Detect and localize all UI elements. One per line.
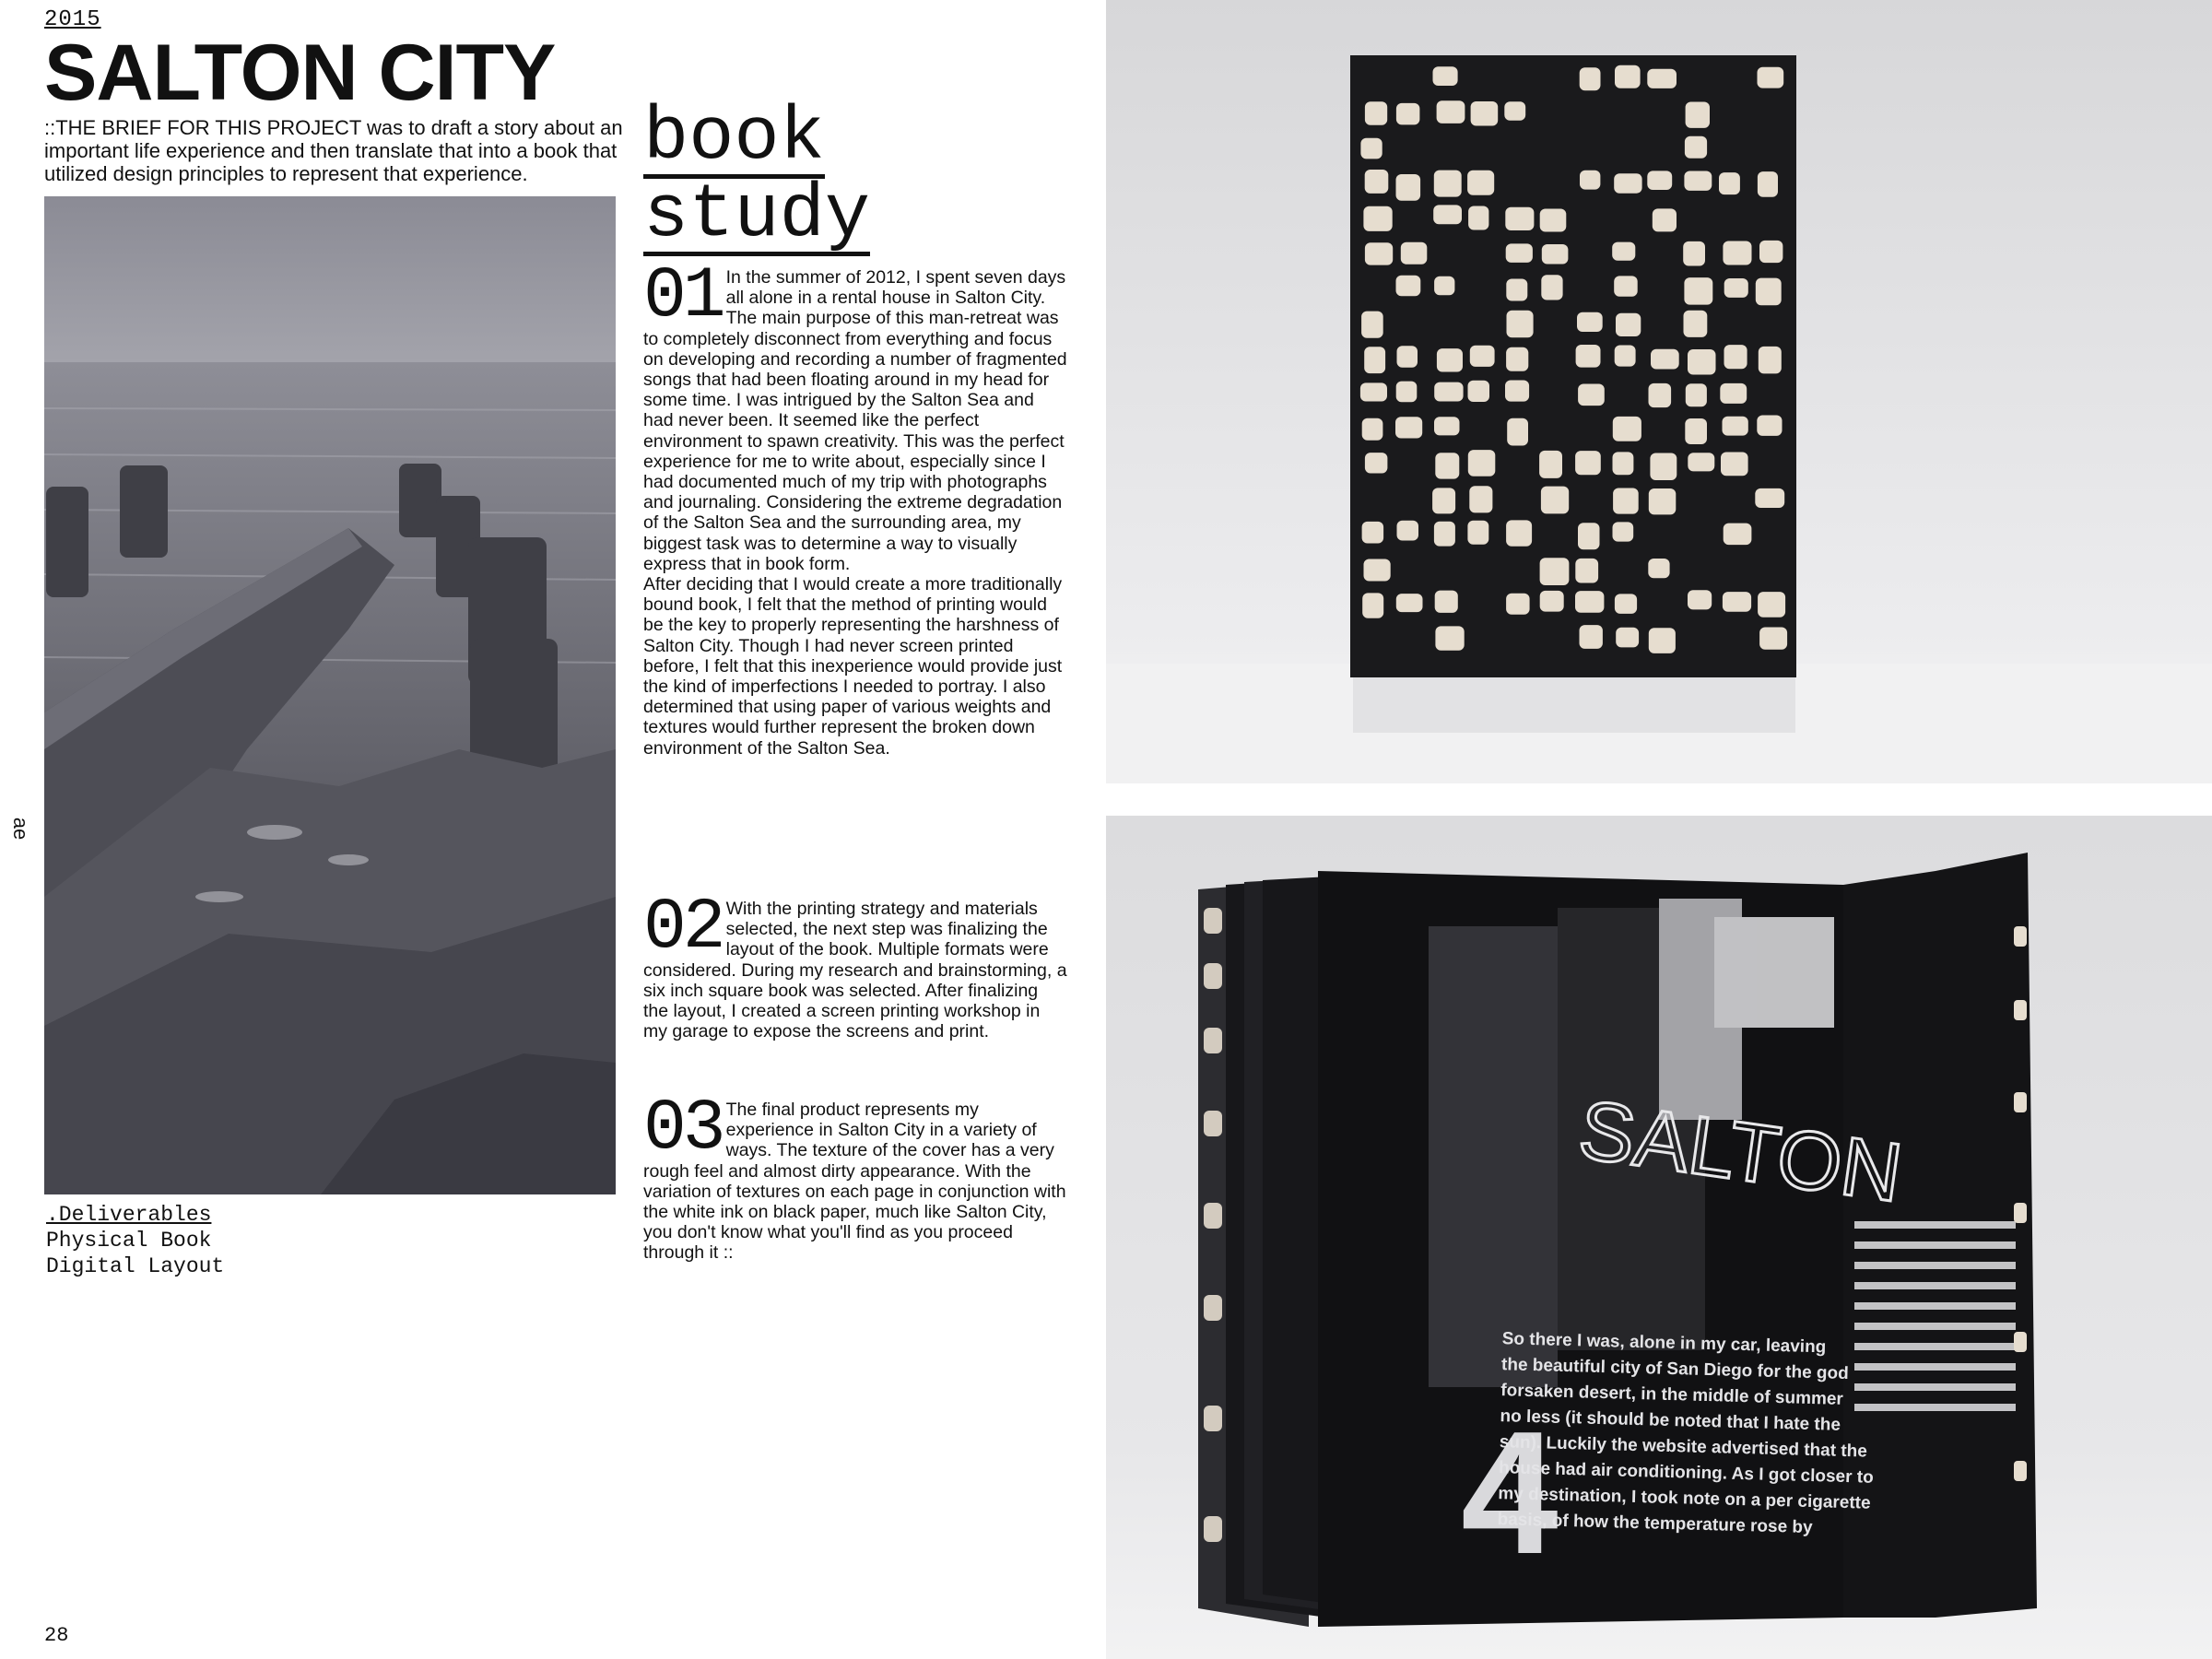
cover-tile [1686, 383, 1707, 406]
section-paragraph: In the summer of 2012, I spent seven days all alone in a rental house in Salton City. The main purpose of this man-retreat was to completely disconnect from everything and focus on developing and recording a number of fragmented songs that had been floating around in my head for some time. I was intrigued by the Salton Sea and had never been. It seemed like the perfect environment to spawn creativity. This was the perfect experience for me to write about, especially since I had documented much of my trip with photographs and journaling. Considering the extreme degradation of the Salton Sea and the surrounding area, my biggest task was to determine a way to visually express that in book form. [643, 267, 1067, 574]
cover-tile [1364, 559, 1391, 582]
cover-tile [1758, 171, 1778, 197]
spread-salton-label: SALTON [1573, 1083, 1908, 1220]
spread-big-number: 4 [1461, 1395, 1559, 1591]
spread-text-line: house had air conditioning. As I got closer to [1498, 1458, 1875, 1488]
cover-tile [1651, 349, 1679, 370]
cover-tile [1612, 242, 1635, 261]
cover-tile [1759, 628, 1787, 650]
cover-tile [1720, 383, 1747, 404]
spread-text-line: no less (it should be noted that I hate the [1500, 1406, 1841, 1435]
cover-tile [1575, 451, 1601, 475]
cover-tile [1577, 312, 1603, 332]
cover-tile [1468, 206, 1488, 230]
open-book-photo [1106, 816, 2212, 1659]
cover-tile [1434, 276, 1454, 296]
cover-tile [1616, 313, 1641, 336]
cover-tile [1506, 594, 1530, 615]
cover-tile [1615, 594, 1637, 614]
cover-tile [1575, 591, 1604, 613]
cover-tile [1396, 174, 1421, 201]
cover-tile [1721, 453, 1748, 477]
cover-tile [1396, 276, 1421, 297]
cover-tile [1504, 101, 1525, 121]
cover-tile [1467, 521, 1488, 545]
cover-tile [1650, 453, 1677, 481]
cover-tile [1363, 206, 1392, 231]
cover-tile [1365, 242, 1393, 265]
cover-tile [1469, 486, 1492, 512]
cover-tile [1647, 69, 1677, 88]
cover-tile [1434, 171, 1462, 197]
cover-tile [1758, 67, 1784, 88]
cover-tile [1467, 171, 1494, 195]
cover-tile [1653, 208, 1677, 231]
cover-tile [1432, 488, 1455, 513]
cover-tile [1685, 418, 1707, 444]
cover-tile [1542, 244, 1569, 265]
cover-tile [1396, 594, 1423, 612]
cover-tile [1719, 172, 1740, 194]
salton-sea-photo [44, 196, 616, 1194]
section-paragraph: After deciding that I would create a more traditionally bound book, I felt that the method of printing would be the key to properly representing the harshness of Salton City. Though I had never screen printed before, I felt that this inexperience would provide just the kind of imperfections I needed to portray. I also determined that using paper of various weights and textures would further represent the broken down environment of the Salton Sea. [643, 574, 1063, 759]
spread-text-line: So there I was, alone in my car, leaving [1501, 1329, 1827, 1358]
cover-tile [1433, 66, 1458, 86]
cover-tile [1365, 101, 1387, 125]
cover-tile [1684, 277, 1712, 305]
cover-tile [1362, 593, 1383, 618]
cover-tile [1613, 417, 1641, 441]
cover-tile [1613, 452, 1634, 475]
cover-tile [1433, 205, 1462, 224]
cover-tile [1580, 67, 1601, 90]
cover-tile [1648, 559, 1669, 578]
cover-tile [1468, 450, 1496, 477]
cover-tile [1506, 279, 1527, 301]
cover-tile [1576, 345, 1601, 368]
heading-line-2: study [643, 172, 871, 258]
cover-tile [1434, 522, 1455, 547]
cover-tile [1757, 416, 1782, 436]
cover-tile [1758, 592, 1785, 618]
cover-tile [1365, 170, 1389, 194]
cover-tile [1688, 453, 1714, 471]
cover-tile [1580, 171, 1600, 190]
cover-tile [1684, 311, 1708, 337]
deliverables [46, 1202, 224, 1279]
cover-tile [1649, 383, 1672, 407]
cover-tile [1685, 136, 1707, 159]
deliverable-item: Digital Layout [46, 1254, 225, 1278]
cover-tile [1434, 417, 1460, 435]
cover-tile [1575, 559, 1598, 583]
cover-tile [1505, 207, 1534, 230]
cover-tile [1507, 418, 1528, 446]
cover-tile [1470, 346, 1495, 367]
cover-tile [1506, 520, 1532, 546]
cover-tile [1437, 100, 1465, 124]
cover-tile [1395, 417, 1422, 438]
cover-tile [1649, 628, 1676, 653]
cover-tile [1541, 487, 1569, 514]
cover-tile [1578, 384, 1605, 406]
deliverable-item: Physical Book [46, 1229, 212, 1253]
cover-tile [1362, 522, 1384, 544]
cover-tile [1396, 382, 1418, 403]
cover-tile [1615, 346, 1636, 367]
cover-tile [1360, 138, 1382, 159]
cover-tile [1613, 488, 1639, 514]
cover-tile [1506, 347, 1528, 371]
cover-tile [1756, 278, 1782, 306]
cover-tile [1506, 243, 1533, 263]
cover-tile [1540, 209, 1567, 232]
cover-tile [1397, 521, 1419, 541]
cover-tile [1647, 171, 1672, 190]
side-logo-mark: ae [9, 817, 33, 841]
project-brief: ::THE BRIEF FOR THIS PROJECT was to draft a story about an important life experience and then translate that into a book that utilized design principles to represent that experience. [44, 116, 623, 185]
cover-tile [1435, 453, 1459, 478]
cover-tile [1435, 591, 1458, 613]
deliverables-heading: .Deliverables [46, 1203, 212, 1227]
cover-tile [1580, 625, 1603, 649]
cover-tile [1401, 242, 1428, 265]
cover-tile [1540, 591, 1564, 612]
cover-tile [1759, 241, 1783, 263]
cover-tile [1723, 592, 1751, 612]
cover-tile [1362, 418, 1383, 441]
section-paragraph: The final product represents my experience in Salton City in a variety of ways. The texture of the cover has a very rough feel and almost dirty appearance. With the variation of textures on each page in conjunction with the white ink on black paper, much like Salton City, you don't know what you'll find as you proceed through it :: [643, 1100, 1066, 1264]
cover-tile [1688, 590, 1712, 609]
cover-tile [1437, 348, 1463, 371]
project-year: 2015 [44, 7, 101, 32]
section-02 [643, 888, 1067, 1042]
book-cover-photo [1106, 0, 2212, 783]
cover-tile [1615, 65, 1641, 88]
cover-tile [1360, 382, 1387, 401]
cover-tile [1364, 347, 1385, 373]
cover-tile [1724, 278, 1748, 298]
section-number: 03 [643, 1088, 723, 1170]
spread-text-line: sun). Luckily the website advertised that the [1499, 1432, 1868, 1462]
cover-tile [1683, 241, 1705, 266]
cover-tile [1723, 241, 1751, 265]
cover-tile [1578, 523, 1600, 549]
cover-tile [1468, 381, 1490, 402]
cover-tile [1540, 558, 1570, 585]
cover-tile [1684, 171, 1712, 191]
spread-text-line: my destination, I took note on a per cigarette [1498, 1484, 1871, 1513]
section-number: 01 [643, 256, 723, 337]
cover-tile [1396, 103, 1420, 124]
cover-tile [1723, 417, 1748, 436]
cover-tile [1365, 453, 1388, 473]
cover-tile [1507, 311, 1534, 338]
heading-line-1: book [643, 95, 825, 181]
spread-text-line: forsaken desert, in the middle of summer [1500, 1381, 1844, 1409]
cover-tile [1686, 102, 1710, 128]
cover-tile [1435, 626, 1464, 650]
cover-tile [1539, 451, 1562, 478]
cover-tile [1361, 312, 1383, 338]
page-title: SALTON CITY [44, 29, 556, 117]
section-paragraph: With the printing strategy and materials selected, the next step was finalizing the layout of the book. Multiple formats were considered. During my research and brainstorming, a six inch square book was selected. After finalizing the layout, I created a screen printing workshop in my garage to expose the screens and print. [643, 899, 1067, 1042]
section-number: 02 [643, 888, 723, 969]
cover-tile [1755, 488, 1784, 508]
section-03 [643, 1088, 1067, 1264]
cover-tile [1614, 276, 1638, 296]
cover-tile [1471, 101, 1499, 126]
cover-tile [1616, 628, 1639, 648]
cover-tile [1613, 522, 1634, 541]
cover-tile [1724, 524, 1752, 546]
cover-tile [1759, 347, 1782, 374]
section-01 [643, 256, 1067, 759]
spread-text-line: basis, of how the temperature rose by [1497, 1510, 1813, 1538]
cover-tile [1614, 173, 1641, 194]
cover-tile [1541, 275, 1562, 300]
cover-tile [1505, 381, 1529, 402]
cover-tile [1688, 349, 1716, 375]
cover-tile [1724, 345, 1747, 369]
cover-tile [1397, 346, 1418, 368]
cover-tile [1434, 382, 1463, 402]
spread-text-line: the beautiful city of San Diego for the god [1500, 1355, 1850, 1384]
cover-tile [1649, 488, 1677, 514]
page-number: 28 [44, 1624, 69, 1647]
section-heading [643, 95, 871, 258]
